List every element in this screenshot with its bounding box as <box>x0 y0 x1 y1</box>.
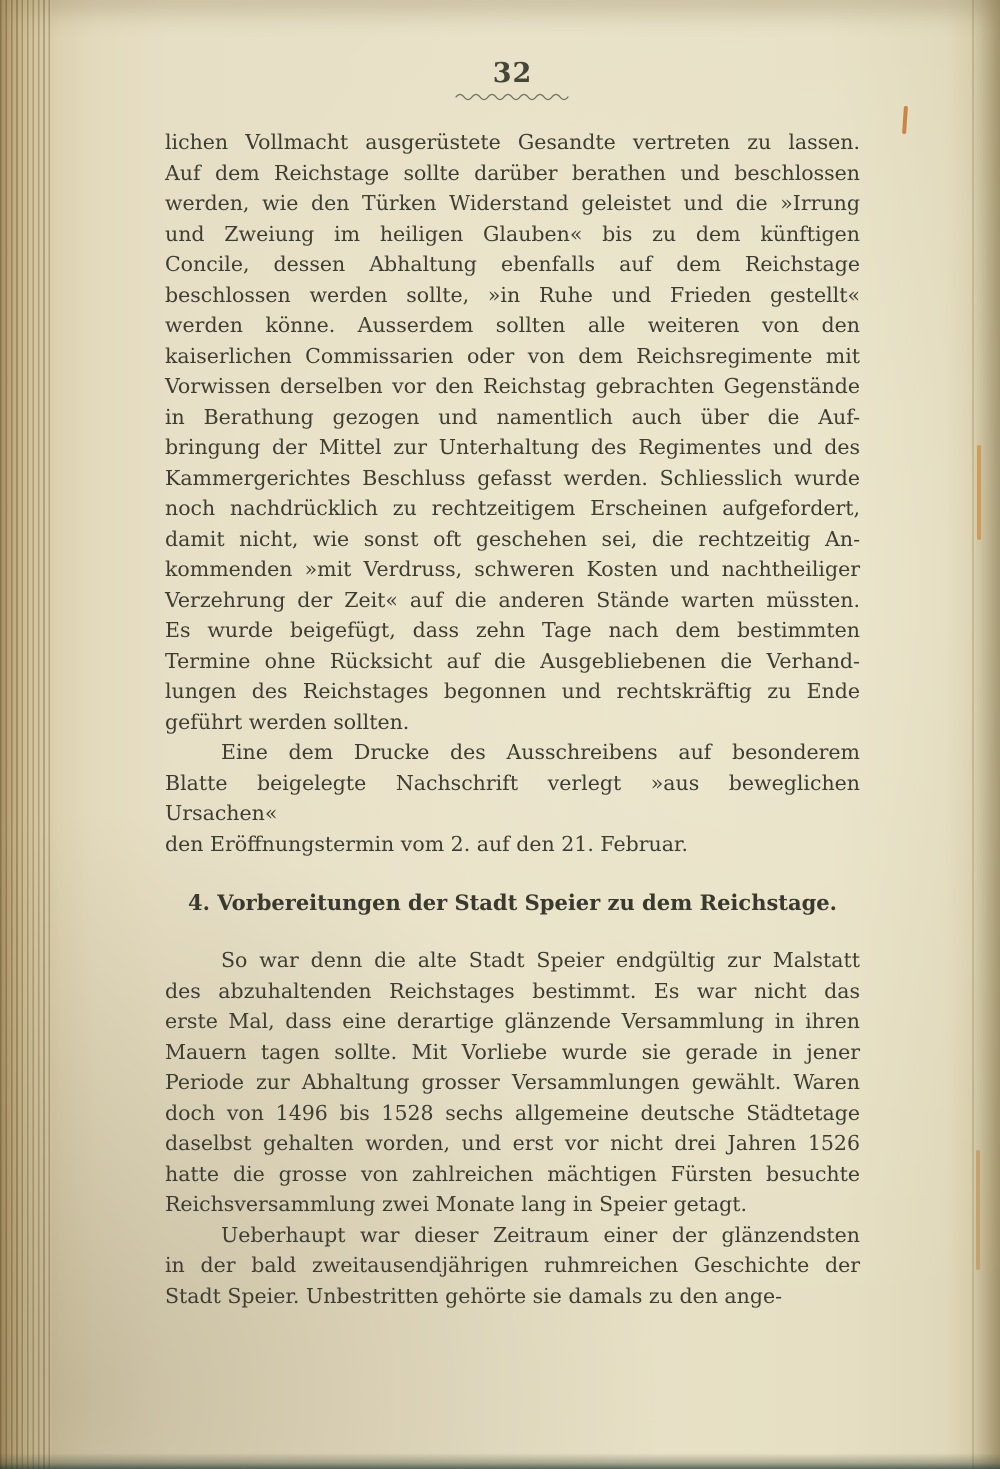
text-line: werden, wie den Türken Widerstand geleistet und die »Irrung <box>165 191 860 215</box>
text-line: in Berathung gezogen und namentlich auch über die Auf- <box>165 404 860 429</box>
text-line: und Zweiung im heiligen Glauben« bis zu dem künftigen <box>165 221 860 246</box>
section-heading: 4. Vorbereitungen der Stadt Speier zu dem Reichstage. <box>188 890 837 915</box>
text-line: lichen Vollmacht ausgerüstete Gesandte vertreten zu lassen. <box>165 130 860 154</box>
page-edge-mark <box>976 1150 980 1270</box>
text-line: lungen des Reichstages begonnen und rechtskräftig zu Ende <box>165 679 860 703</box>
text-line: noch nachdrücklich zu rechtzeitigem Erscheinen aufgefordert, <box>165 496 860 520</box>
text-line: den Eröffnungstermin vom 2. auf den 21. Februar. <box>165 831 689 856</box>
page-right-edge <box>970 0 1000 1469</box>
paragraph <box>165 127 860 737</box>
text-line: geführt werden sollten. <box>165 709 410 734</box>
text-line: Ueberhaupt war dieser Zeitraum einer der glänzendsten <box>221 1222 860 1247</box>
book-binding-page-edges <box>0 0 52 1469</box>
text-line: in der bald zweitausendjährigen ruhmreichen Geschichte der <box>165 1253 860 1277</box>
page-number: 32 <box>492 58 533 89</box>
page-bottom-edge <box>0 1453 1000 1469</box>
text-line: Es wurde beigefügt, dass zehn Tage nach dem bestimmten <box>165 618 860 642</box>
text-line: Verzehrung der Zeit« auf die anderen Stände warten müssten. <box>165 587 860 612</box>
text-line: So war denn die alte Stadt Speier endgültig zur Malstatt <box>221 948 860 972</box>
text-line: Vorwissen derselben vor den Reichstag gebrachten Gegenstände <box>165 374 860 398</box>
text-line: Blatte beigelegte Nachschrift verlegt »aus beweglichen Ursachen« <box>165 770 860 825</box>
text-line: Mauern tagen sollte. Mit Vorliebe wurde sie gerade in jener <box>165 1039 860 1064</box>
text-line: Termine ohne Rücksicht auf die Ausgebliebenen die Verhand- <box>165 648 860 673</box>
text-line: Periode zur Abhaltung grosser Versammlungen gewählt. Waren <box>165 1070 860 1094</box>
text-line: Auf dem Reichstage sollte darüber berathen und beschlossen <box>165 160 860 185</box>
page-edge-mark <box>977 445 981 540</box>
text-line: des abzuhaltenden Reichstages bestimmt. Es war nicht das <box>165 978 860 1003</box>
text-line: bringung der Mittel zur Unterhaltung des Regimentes und des <box>165 435 860 459</box>
text-line: doch von 1496 bis 1528 sechs allgemeine deutsche Städtetage <box>165 1100 860 1125</box>
paragraph <box>165 945 860 1220</box>
text-line: beschlossen werden sollte, »in Ruhe und Frieden gestellt« <box>165 282 860 307</box>
text-block <box>165 127 860 1311</box>
paragraph <box>165 1220 860 1312</box>
text-line: Reichsversammlung zwei Monate lang in Speier getagt. <box>165 1192 748 1216</box>
text-line: daselbst gehalten worden, und erst vor nicht drei Jahren 1526 <box>165 1131 860 1155</box>
text-line: kaiserlichen Commissarien oder von dem Reichsregimente mit <box>165 343 860 368</box>
text-line: Eine dem Drucke des Ausschreibens auf besonderem <box>221 740 860 764</box>
text-line: hatte die grosse von zahlreichen mächtigen Fürsten besuchte <box>165 1161 860 1186</box>
text-line: Stadt Speier. Unbestritten gehörte sie damals zu den ange- <box>165 1283 783 1308</box>
text-line: Concile, dessen Abhaltung ebenfalls auf dem Reichstage <box>165 252 860 276</box>
text-line: damit nicht, wie sonst oft geschehen sei, die rechtzeitig An- <box>165 526 860 551</box>
ink-mark <box>902 106 908 134</box>
text-line: kommenden »mit Verdruss, schweren Kosten und nachtheiliger <box>165 557 860 581</box>
text-line: Kammergerichtes Beschluss gefasst werden. Schliesslich wurde <box>165 465 860 490</box>
text-line: erste Mal, dass eine derartige glänzende Versammlung in ihren <box>165 1009 860 1033</box>
decorative-squiggle <box>165 91 860 103</box>
page-crease <box>972 0 974 1469</box>
text-line: werden könne. Ausserdem sollten alle weiteren von den <box>165 313 860 337</box>
page-content <box>165 58 860 1311</box>
paragraph <box>165 737 860 859</box>
